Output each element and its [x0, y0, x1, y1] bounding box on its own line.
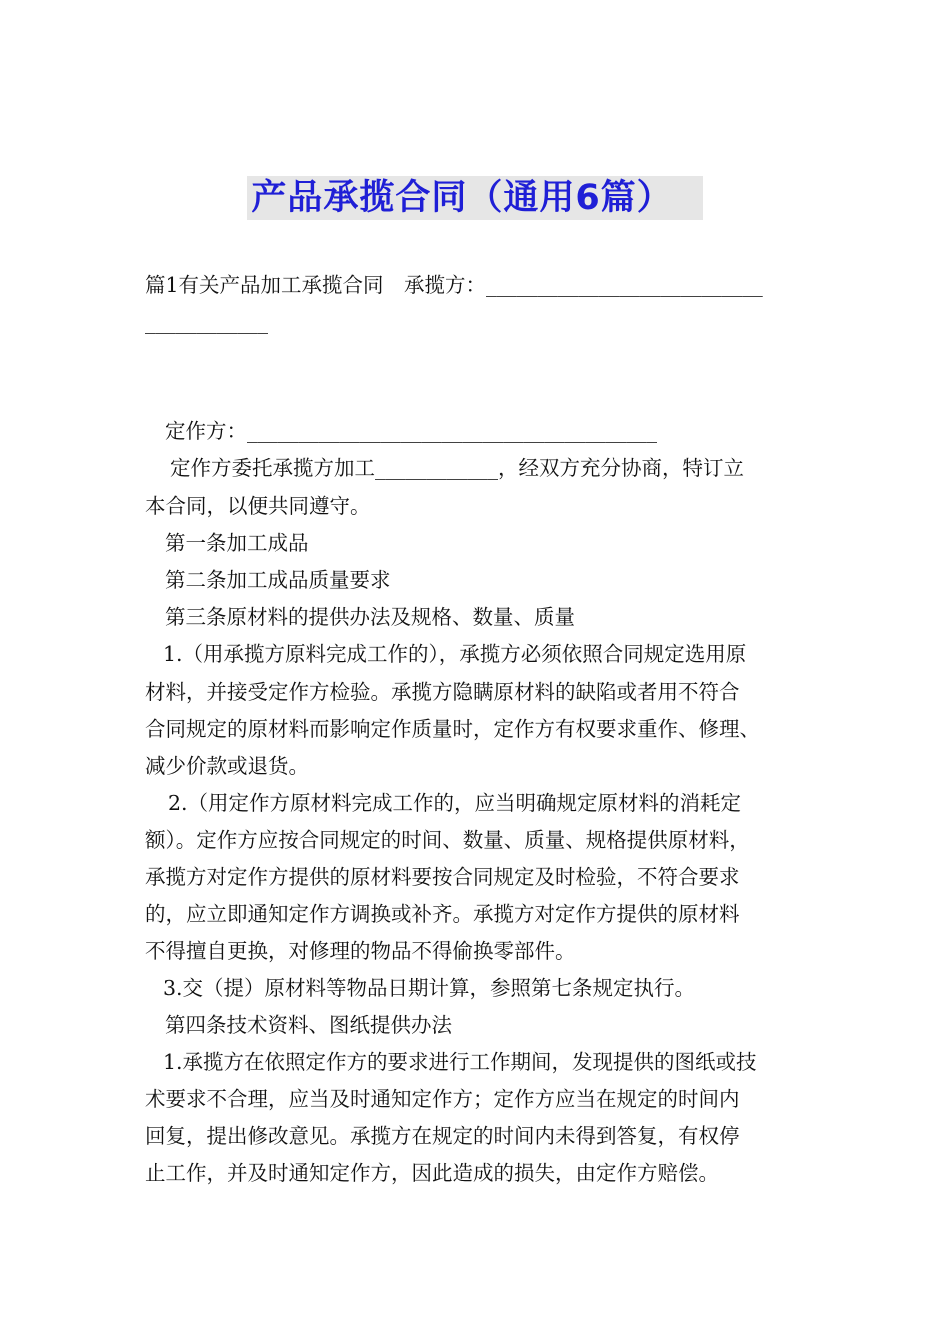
paragraph-line: 术要求不合理，应当及时通知定作方；定作方应当在规定的时间内 — [145, 1087, 740, 1111]
clause-heading: 第三条原材料的提供办法及规格、数量、质量 — [165, 605, 575, 629]
paragraph-line: 合同规定的原材料而影响定作质量时，定作方有权要求重作、修理、 — [145, 717, 760, 741]
paragraph-line: 额）。定作方应按合同规定的时间、数量、质量、规格提供原材料， — [145, 828, 750, 852]
paragraph-line: 本合同，以便共同遵守。 — [145, 494, 371, 518]
title-wrap — [0, 176, 950, 220]
clause-heading: 第四条技术资料、图纸提供办法 — [165, 1013, 452, 1037]
paragraph-line: 3.交（提）原材料等物品日期计算，参照第七条规定执行。 — [163, 976, 696, 1000]
paragraph-line: 材料，并接受定作方检验。承揽方隐瞒原材料的缺陷或者用不符合 — [145, 680, 740, 704]
paragraph-line: 承揽方对定作方提供的原材料要按合同规定及时检验，不符合要求 — [145, 865, 740, 889]
paragraph-line: 不得擅自更换，对修理的物品不得偷换零部件。 — [145, 939, 576, 963]
paragraph-line: 定作方委托承揽方加工____________，经双方充分协商，特订立 — [170, 456, 744, 480]
contract-heading-line: 篇1有关产品加工承揽合同 承揽方：___________________________ — [145, 273, 763, 297]
paragraph-line: 止工作，并及时通知定作方，因此造成的损失，由定作方赔偿。 — [145, 1161, 719, 1185]
blank-line: ____________ — [145, 310, 268, 334]
paragraph-line: 1.（用承揽方原料完成工作的），承揽方必须依照合同规定选用原 — [163, 642, 747, 666]
paragraph-line: 回复，提出修改意见。承揽方在规定的时间内未得到答复，有权停 — [145, 1124, 740, 1148]
clause-heading: 第一条加工成品 — [165, 531, 309, 555]
clause-heading: 第二条加工成品质量要求 — [165, 568, 391, 592]
paragraph-line: 2.（用定作方原材料完成工作的，应当明确规定原材料的消耗定 — [168, 791, 742, 815]
party-b-line: 定作方：________________________________________ — [165, 419, 657, 443]
paragraph-line: 1.承揽方在依照定作方的要求进行工作期间，发现提供的图纸或技 — [163, 1050, 757, 1074]
paragraph-line: 减少价款或退货。 — [145, 754, 309, 778]
paragraph-line: 的，应立即通知定作方调换或补齐。承揽方对定作方提供的原材料 — [145, 902, 740, 926]
document-title: 产品承揽合同（通用6篇） — [247, 176, 702, 220]
